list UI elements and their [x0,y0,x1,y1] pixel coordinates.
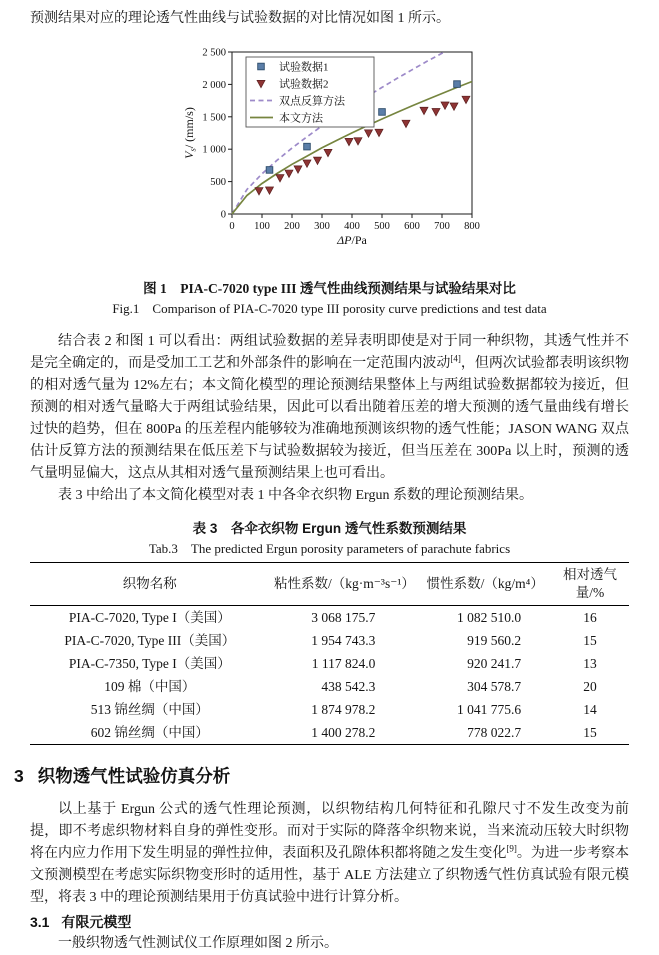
triangle-down-marker [441,102,449,109]
triangle-down-marker [345,138,353,145]
table-cell: 16 [583,609,597,625]
table-cell: 14 [583,701,597,717]
y-axis-label: $V_s/$ (mm/s) [181,107,197,159]
section31-number: 3.1 [30,914,50,930]
triangle-down-marker [402,120,410,127]
table-row [30,606,629,630]
table-cell: PIA-C-7020, Type III（美国） [64,632,236,648]
table-cell: 13 [583,655,597,671]
text-segment: 结合表 2 和图 1 可以看出：两组试验数据的差异表明即使是对于同一种织物，其透气性并不是完全确定的，而是受加工工艺和外部条件的影响在一定范围内波动 [30,334,629,371]
table-cell: 15 [583,724,597,740]
section31-heading [30,911,629,933]
triangle-down-marker [294,166,302,173]
x-tick-label: 500 [373,221,390,232]
x-tick-label: 400 [343,221,360,232]
x-tick-label: 700 [433,221,450,232]
triangle-down-marker [313,157,321,164]
triangle-down-marker [324,149,332,156]
x-tick-label: 0 [228,221,235,232]
table-header-row [30,563,629,606]
table3 [30,562,629,745]
table-row [30,629,629,652]
table-row [30,698,629,721]
square-marker [257,63,264,70]
table-cell: 602 锦丝绸（中国） [90,724,209,740]
triangle-down-marker [255,188,263,195]
table-intro-paragraph: 表 3 中给出了本文简化模型对表 1 中各伞衣织物 Ergun 系数的理论预测结果。 [58,488,533,503]
y-tick-label: 500 [209,177,226,189]
col-header-viscous-coeff: 粘性系数/（kg·m⁻³s⁻¹） [274,576,415,591]
table-row [30,652,629,675]
legend-label: 试验数据1 [278,61,328,74]
figure1-chart [180,44,480,256]
triangle-down-marker [303,160,311,167]
legend-label: 本文方法 [278,112,323,125]
triangle-down-marker [285,170,293,177]
square-marker [303,143,310,150]
triangle-down-marker [276,175,284,182]
table3-title-en: Tab.3 The predicted Ergun porosity parameters of parachute fabrics [148,541,511,556]
table-cell: 778 022.7 [467,724,522,740]
y-tick-label: 2 500 [201,47,226,59]
table-cell: PIA-C-7350, Type I（美国） [68,655,231,671]
col-header-fabric-name: 织物名称 [122,576,177,591]
figure1-caption-en: Fig.1 Comparison of PIA-C-7020 type III porosity curve predictions and test data [112,301,547,316]
table-cell: 1 400 278.2 [311,724,376,740]
section3-heading [14,763,629,789]
triangle-down-marker [375,129,383,136]
x-tick-label: 600 [403,221,420,232]
square-marker [266,167,273,174]
table-cell: 1 041 775.6 [456,701,522,717]
text-segment: ，但两次试验都表明该织物的相对透气量为 12%左右；本文简化模型的理论预测结果整体上与两组试验数据都较为接近，但预测的相对透气量略大于两组试验结果，因此可以看出随着压差的增大预测的透气量曲线有增长过快的趋势，但在 800Pa 的压差程内能够较为准确地预测该织物的透气性能；JASON WANG 双点估计反算方法的预测结果在低压差下与试验数据较为接近，但当压差在 300Pa 以上时，预测的透气量明显偏大，这点从其相对透气量预测结果上也可看出。 [30,356,630,481]
section3-number: 3 [14,766,24,786]
final-paragraph: 一般织物透气性测试仪工作原理如图 2 所示。 [58,936,338,951]
triangle-down-marker [450,103,458,110]
discussion-paragraph [30,331,629,485]
table-cell: 919 560.2 [467,632,522,648]
table-cell: 304 578.7 [467,678,522,694]
triangle-down-marker [354,138,362,145]
table-cell: 1 874 978.2 [311,701,376,717]
table3-header [30,563,629,606]
table-cell: PIA-C-7020, Type I（美国） [68,609,231,625]
x-tick-label: 100 [253,221,270,232]
legend-label: 试验数据2 [278,78,328,91]
text-segment: 。为进一步考察本文预测模型在考虑实际织物变形时的适用性，基于 ALE 方法建立了织物透气性仿真试验有限元模型，将表 3 中的理论预测结果用于仿真试验中进行计算分析。 [30,846,630,905]
figure1-caption-zh: 图 1 PIA-C-7020 type III 透气性曲线预测结果与试验结果对比 [143,281,516,296]
col-header-inertial-coeff: 惯性系数/（kg/m⁴） [426,576,544,591]
figure1-chart-container [180,44,480,264]
x-axis-label: ΔP/Pa [336,233,367,247]
table-cell: 438 542.3 [321,678,376,694]
citation-ref: [9] [506,843,517,854]
section3-title: 织物透气性试验仿真分析 [37,766,231,786]
table-cell: 3 068 175.7 [311,609,376,625]
table-cell: 1 954 743.3 [311,632,376,648]
section3-paragraph [30,799,629,909]
triangle-down-marker [432,109,440,116]
legend-label: 双点反算方法 [278,95,345,108]
chart-legend [246,57,374,127]
x-tick-label: 800 [463,221,480,232]
square-marker [453,81,460,88]
table-cell: 1 117 824.0 [311,655,376,671]
figure1-block [180,44,480,264]
text-segment: 以上基于 Ergun 公式的透气性理论预测，以织物结构几何特征和孔隙尺寸不发生改变为前提，即不考虑织物材料自身的弹性变形。而对于实际的降落伞织物来说，当来流动压较大时织物将在内应力作用下发生明显的弹性拉伸，表面积及孔隙体积都将随之发生变化 [30,802,629,861]
table3-title-zh: 表 3 各伞衣织物 Ergun 透气性系数预测结果 [192,521,467,536]
section31-title: 有限元模型 [61,914,132,930]
triangle-down-marker [364,130,372,137]
intro-paragraph: 预测结果对应的理论透气性曲线与试验数据的对比情况如图 1 所示。 [30,11,450,26]
table-cell: 15 [583,632,597,648]
triangle-down-marker [265,187,273,194]
y-tick-label: 1 500 [201,112,226,124]
square-marker [378,109,385,116]
x-tick-label: 300 [313,221,330,232]
triangle-down-marker [462,96,470,103]
table-cell: 920 241.7 [467,655,522,671]
x-tick-label: 200 [283,221,300,232]
triangle-down-marker [420,107,428,114]
table-cell: 1 082 510.0 [456,609,522,625]
figure1-captions [30,278,629,319]
table-row [30,721,629,745]
y-tick-label: 1 000 [201,144,226,156]
citation-ref: [4] [450,353,461,364]
col-header-relative-permeability: 相对透气量/% [563,567,618,600]
table3-body [30,606,629,745]
y-tick-label: 0 [220,209,226,221]
table-row [30,675,629,698]
table-cell: 20 [583,678,597,694]
table-cell: 513 锦丝绸（中国） [90,701,209,717]
y-tick-label: 2 000 [201,79,226,91]
table-cell: 109 棉（中国） [104,678,196,694]
